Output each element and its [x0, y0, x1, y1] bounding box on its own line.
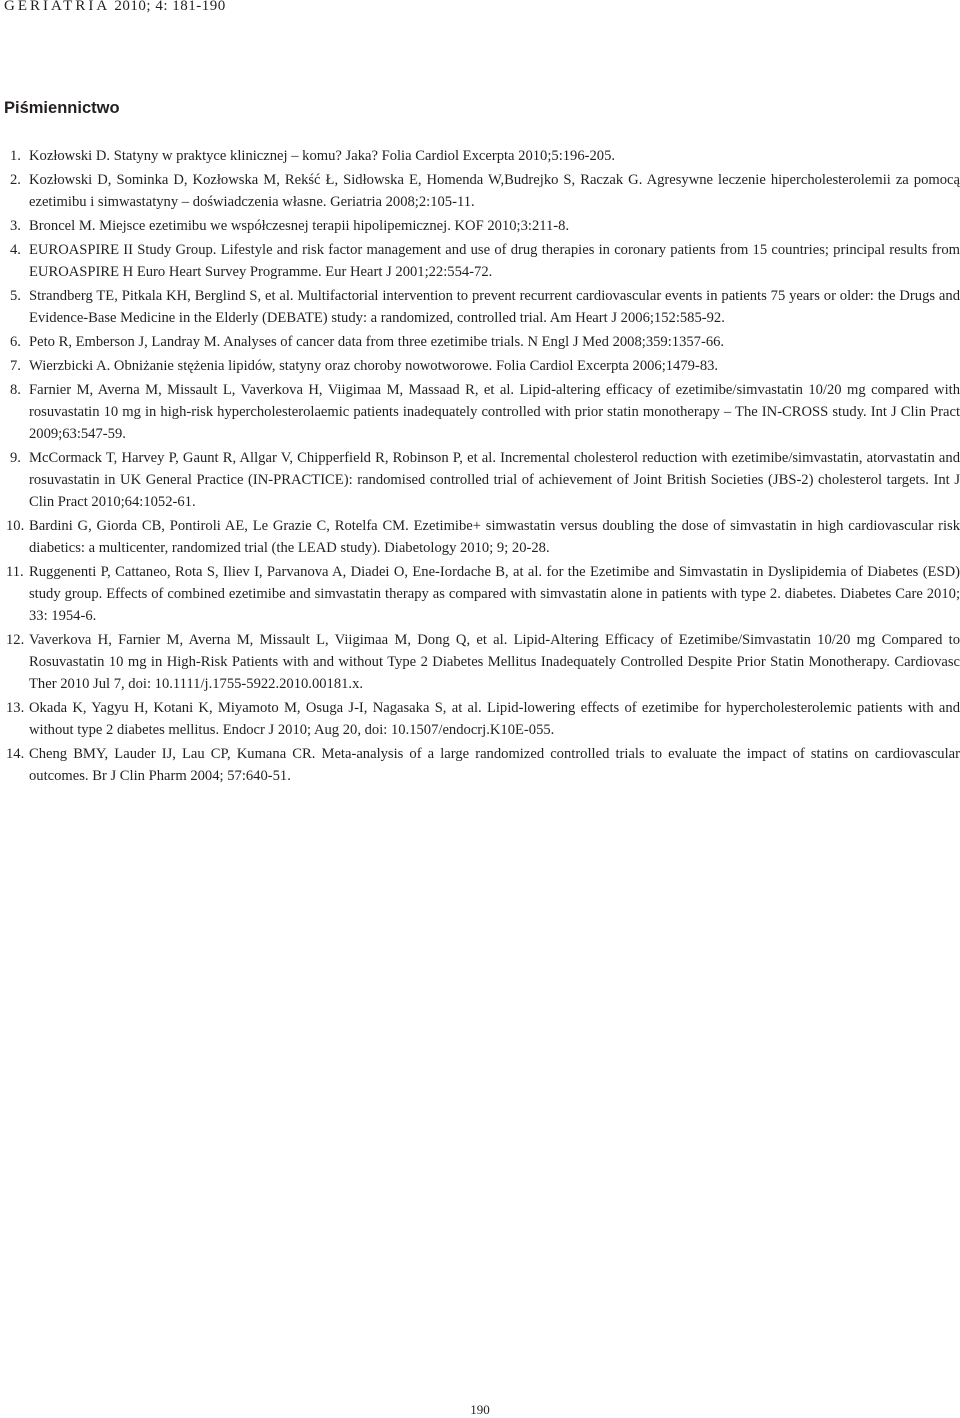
reference-item — [0, 561, 960, 627]
reference-item — [0, 331, 960, 353]
reference-number: 4. — [10, 242, 21, 258]
reference-number: 13. — [6, 700, 25, 716]
reference-item — [0, 379, 960, 445]
reference-item — [0, 629, 960, 695]
reference-item — [0, 285, 960, 329]
reference-number: 5. — [10, 288, 21, 304]
reference-text: Cheng BMY, Lauder IJ, Lau CP, Kumana CR. Meta-analysis of a large randomized controlled trials to evaluate the impact of statins on cardiovascular outcomes. Br J Clin Pharm 2004; 57:640-51. — [29, 746, 960, 784]
reference-text: Okada K, Yagyu H, Kotani K, Miyamoto M, Osuga J-I, Nagasaka S, at al. Lipid-lowering effects of ezetimibe for hypercholesterolemic patients with and without type 2 diabetes mellitus. Endocr J 2010; Aug 20, doi: 10.1507/endocrj.K10E-055. — [29, 700, 960, 738]
reference-text: Strandberg TE, Pitkala KH, Berglind S, et al. Multifactorial intervention to prevent recurrent cardiovascular events in patients 75 years or older: the Drugs and Evidence-Base Medicine in the Elderly (DEBATE) study: a randomized, controlled trial. Am Heart J 2006;152:585-92. — [29, 288, 960, 326]
reference-text: Kozłowski D, Sominka D, Kozłowska M, Rekść Ł, Sidłowska E, Homenda W,Budrejko S, Raczak G. Agresywne leczenie hipercholesterolemii za pomocą ezetimibu i simwastatyny – doświadczenia własne. Geriatria 2008;2:105-11. — [29, 172, 960, 210]
reference-list — [0, 145, 960, 789]
reference-text: Farnier M, Averna M, Missault L, Vaverkova H, Viigimaa M, Massaad R, et al. Lipid-altering efficacy of ezetimibe/simvastatin 10/20 mg compared with rosuvastatin 10 mg in high-risk hypercholesterolaemic patients inadequately controlled with prior statin monotherapy – The IN-CROSS study. Int J Clin Pract 2009;63:547-59. — [29, 382, 960, 442]
reference-text: Ruggenenti P, Cattaneo, Rota S, Iliev I, Parvanova A, Diadei O, Ene-Iordache B, at al. for the Ezetimibe and Simvastatin in Dyslipidemia of Diabetes (ESD) study group. Effects of combined ezetimibe and simvastatin therapy as compared with simvastatin alone in patients with type 2. diabetes. Diabetes Care 2010; 33: 1954-6. — [29, 564, 960, 624]
reference-number: 9. — [10, 450, 21, 466]
running-header — [4, 0, 226, 15]
reference-number: 11. — [6, 564, 24, 580]
reference-number: 14. — [6, 746, 25, 762]
page-number: 190 — [470, 1402, 490, 1417]
reference-number: 1. — [10, 148, 21, 164]
reference-number: 2. — [10, 172, 21, 188]
reference-number: 7. — [10, 358, 21, 374]
reference-number: 3. — [10, 218, 21, 234]
section-title: Piśmiennictwo — [4, 99, 120, 117]
reference-item — [0, 447, 960, 513]
reference-text: Peto R, Emberson J, Landray M. Analyses of cancer data from three ezetimibe trials. N Engl J Med 2008;359:1357-66. — [29, 334, 725, 350]
reference-number: 12. — [6, 632, 25, 648]
reference-number: 10. — [6, 518, 25, 534]
reference-text: Bardini G, Giorda CB, Pontiroli AE, Le Grazie C, Rotelfa CM. Ezetimibe+ simwastatin versus doubling the dose of simvastatin in high cardiovascular risk diabetics: a multicenter, randomized trial (the LEAD study). Diabetology 2010; 9; 20-28. — [29, 518, 960, 556]
reference-text: McCormack T, Harvey P, Gaunt R, Allgar V, Chipperfield R, Robinson P, et al. Incremental cholesterol reduction with ezetimibe/simvastatin, atorvastatin and rosuvastatin in UK General Practice (IN-PRACTICE): randomised controlled trial of achievement of Joint British Societies (JBS-2) cholesterol targets. Int J Clin Pract 2010;64:1052-61. — [29, 450, 960, 510]
reference-number: 6. — [10, 334, 21, 350]
reference-text: Vaverkova H, Farnier M, Averna M, Missault L, Viigimaa M, Dong Q, et al. Lipid-Altering Efficacy of Ezetimibe/Simvastatin 10/20 mg Compared to Rosuvastatin 10 mg in High-Risk Patients with and without Type 2 Diabetes Mellitus Inadequately Controlled Despite Prior Statin Monotherapy. Cardiovasc Ther 2010 Jul 7, doi: 10.1111/j.1755-5922.2010.00181.x. — [29, 632, 960, 692]
reference-item — [0, 743, 960, 787]
journal-name: GERIATRIA — [4, 0, 111, 14]
reference-text: Broncel M. Miejsce ezetimibu we współczesnej terapii hipolipemicznej. KOF 2010;3:211-8. — [29, 218, 570, 234]
reference-text: Wierzbicki A. Obniżanie stężenia lipidów, statyny oraz choroby nowotworowe. Folia Cardiol Excerpta 2006;1479-83. — [29, 358, 719, 374]
journal-citation: 2010; 4: 181-190 — [114, 0, 226, 14]
reference-item — [0, 355, 960, 377]
reference-text: EUROASPIRE II Study Group. Lifestyle and risk factor management and use of drug therapies in coronary patients from 15 countries; principal results from EUROASPIRE H Euro Heart Survey Programme. Eur Heart J 2001;22:554-72. — [29, 242, 960, 280]
reference-item — [0, 145, 960, 167]
reference-item — [0, 239, 960, 283]
reference-number: 8. — [10, 382, 21, 398]
reference-item — [0, 215, 960, 237]
reference-item — [0, 169, 960, 213]
reference-item — [0, 515, 960, 559]
reference-item — [0, 697, 960, 741]
reference-text: Kozłowski D. Statyny w praktyce klinicznej – komu? Jaka? Folia Cardiol Excerpta 2010;5:196-205. — [29, 148, 616, 164]
